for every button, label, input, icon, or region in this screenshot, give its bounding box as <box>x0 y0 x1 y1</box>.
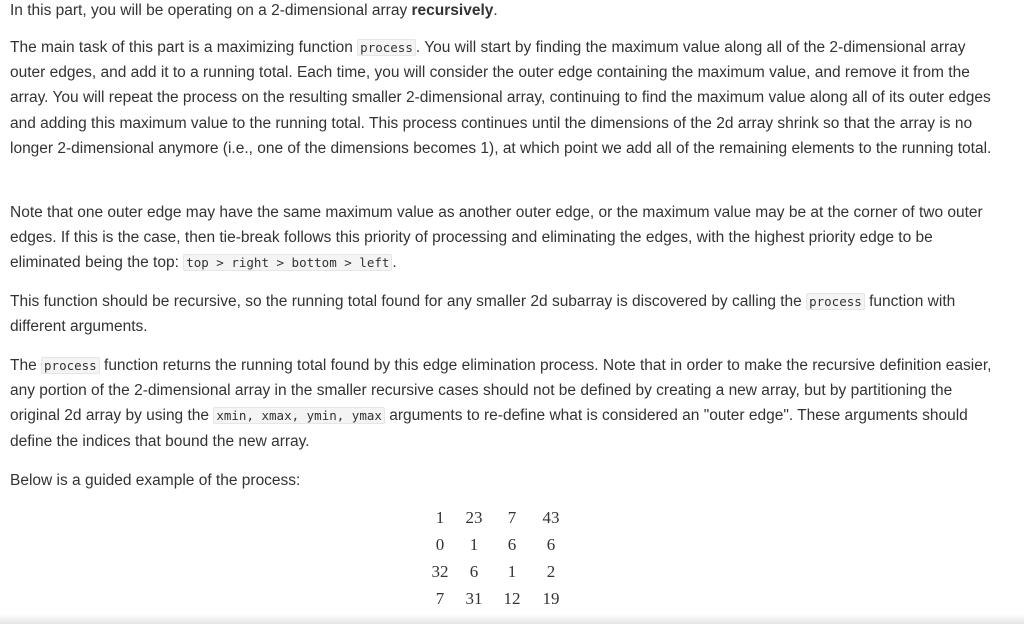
matrix-cell: 6 <box>507 534 517 554</box>
tie-break-text-end: . <box>392 254 397 272</box>
process-code: process <box>357 39 416 56</box>
matrix-row <box>425 585 571 612</box>
matrix-cell: 1 <box>469 534 479 554</box>
matrix-cell: 31 <box>465 588 483 608</box>
recursive-text-end: function with different arguments. <box>10 293 956 336</box>
intro-text-end: . <box>493 2 498 19</box>
matrix-cell: 43 <box>542 507 560 527</box>
process-code: process <box>806 293 865 310</box>
matrix-row <box>425 558 571 585</box>
main-task-paragraph <box>10 35 1000 161</box>
returns-paragraph <box>10 353 1000 454</box>
matrix-cell: 0 <box>435 534 445 554</box>
bounds-args-code: xmin, xmax, ymin, ymax <box>213 407 385 424</box>
matrix-cell: 7 <box>435 588 445 608</box>
returns-text-cont: function returns the running total found by this edge elimination process. Note that in order to make the recursive definition easier, any portion of the 2-dimensional array in the smaller recursive cases should not be defined by creating a new array, but by partitioning the original 2d array by using the <box>10 357 992 425</box>
priority-code: top > right > bottom > left <box>183 254 392 271</box>
main-task-text: The main task of this part is a maximizing function <box>10 39 358 56</box>
matrix-cell: 23 <box>465 507 483 527</box>
matrix-cell: 12 <box>503 588 521 608</box>
returns-text: The <box>10 357 42 374</box>
main-task-text-cont: . You will start by finding the maximum value along all of the 2-dimensional array outer edges, and add it to a running total. Each time, you will consider the outer edge containing the maximum value, and remove it from the array. You will repeat the process on the resulting smaller 2-dimensional array, continuing to find the maximum value along all of its outer edges and adding this maximum value to the running total. This process continues until the dimensions of the 2d array shrink so that the array is no longer 2-dimensional anymore (i.e., one of the dimensions becomes 1), at which point we add all of the remaining elements to the running total. <box>10 39 992 157</box>
intro-text: In this part, you will be operating on a 2-dimensional array <box>10 2 412 19</box>
matrix-cell: 19 <box>542 588 560 608</box>
matrix-cell: 7 <box>507 507 517 527</box>
tie-break-paragraph <box>10 200 1000 276</box>
bottom-fade <box>0 614 1024 624</box>
recursive-text: This function should be recursive, so the running total found for any smaller 2d subarray is discovered by calling the <box>10 293 807 310</box>
example-intro: Below is a guided example of the process: <box>10 472 301 489</box>
example-matrix <box>425 504 571 612</box>
matrix-cell: 6 <box>546 534 556 554</box>
matrix-cell: 1 <box>507 561 517 581</box>
process-code: process <box>41 357 100 374</box>
matrix-cell: 1 <box>435 507 445 527</box>
tie-break-text: Note that one outer edge may have the same maximum value as another outer edge, or the maximum value may be at the corner of two outer edges. If this is the case, then tie-break follows this priority of processing and eliminating the edges, with the highest priority edge to be eliminated being the top: <box>10 204 983 272</box>
matrix-cell: 2 <box>546 561 556 581</box>
matrix-row <box>425 504 571 531</box>
recursive-paragraph <box>10 289 1000 339</box>
matrix-cell: 32 <box>431 561 449 581</box>
intro-paragraph <box>10 0 498 23</box>
matrix-row <box>425 531 571 558</box>
intro-bold-text: recursively <box>411 2 494 19</box>
matrix-cell: 6 <box>469 561 479 581</box>
returns-text-end: arguments to re-define what is considered an "outer edge". These arguments should define the indices that bound the new array. <box>10 407 968 450</box>
